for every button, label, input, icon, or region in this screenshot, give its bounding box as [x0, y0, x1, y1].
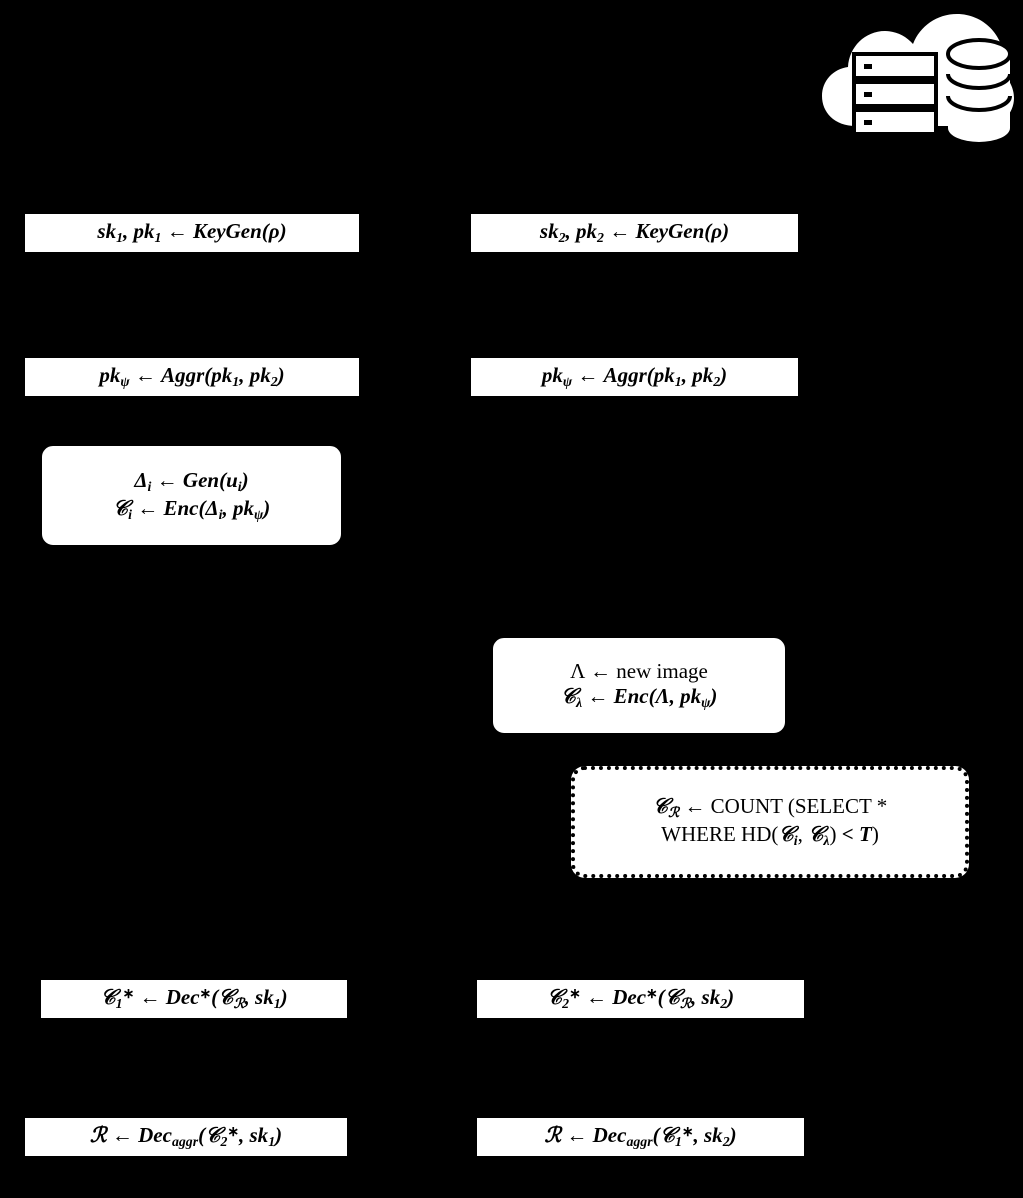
node-line: 𝒞$_1$∗ ← Dec∗(𝒞$_ℛ$, $sk_1$): [100, 985, 288, 1011]
node-dec-aggr-1: [22, 1115, 350, 1159]
node-dec-aggr-2: [474, 1115, 807, 1159]
node-line: 𝒞$_2$∗ ← Dec∗(𝒞$_ℛ$, $sk_2$): [546, 985, 735, 1011]
node-partial-dec-2: [474, 977, 807, 1021]
node-line: $pk_\psi$ ← $Aggr(pk_1$, $pk_2$): [99, 363, 285, 389]
node-line: 𝒞$_ℛ$ ← COUNT (SELECT *: [652, 794, 888, 821]
node-line: ℛ ← Dec$_{aggr}$(𝒞$_1$∗, $sk_2$): [544, 1123, 737, 1149]
node-line: WHERE HD(𝒞$_i$, 𝒞$_\lambda$) < T): [661, 822, 879, 848]
node-gen-enc: [39, 443, 344, 548]
node-partial-dec-1: [38, 977, 350, 1021]
node-keygen-2: [468, 211, 801, 255]
node-line: $sk_2$, $pk_2$ ← KeyGen(ρ): [539, 219, 730, 245]
node-aggr-1: [22, 355, 362, 399]
cloud-server-database-icon: [820, 8, 1016, 148]
node-line: $sk_1$, $pk_1$ ← KeyGen(ρ): [97, 219, 287, 245]
node-count-query: [571, 766, 969, 878]
node-keygen-1: [22, 211, 362, 255]
node-new-image-enc: [490, 635, 788, 736]
node-line: 𝒞$_\lambda$ ← Enc(Λ, $pk_\psi$): [560, 684, 718, 711]
node-line: ℛ ← Dec$_{aggr}$(𝒞$_2$∗, $sk_1$): [89, 1123, 283, 1149]
node-line: 𝒞$_i$ ← $Enc(\Delta_i$, $pk_\psi$): [112, 495, 271, 522]
node-aggr-2: [468, 355, 801, 399]
node-line: Λ ← new image: [570, 658, 708, 683]
node-line: $\Delta_i$ ← $Gen(u_i)$: [134, 467, 249, 494]
node-line: $pk_\psi$ ← $Aggr(pk_1$, $pk_2$): [541, 363, 728, 389]
